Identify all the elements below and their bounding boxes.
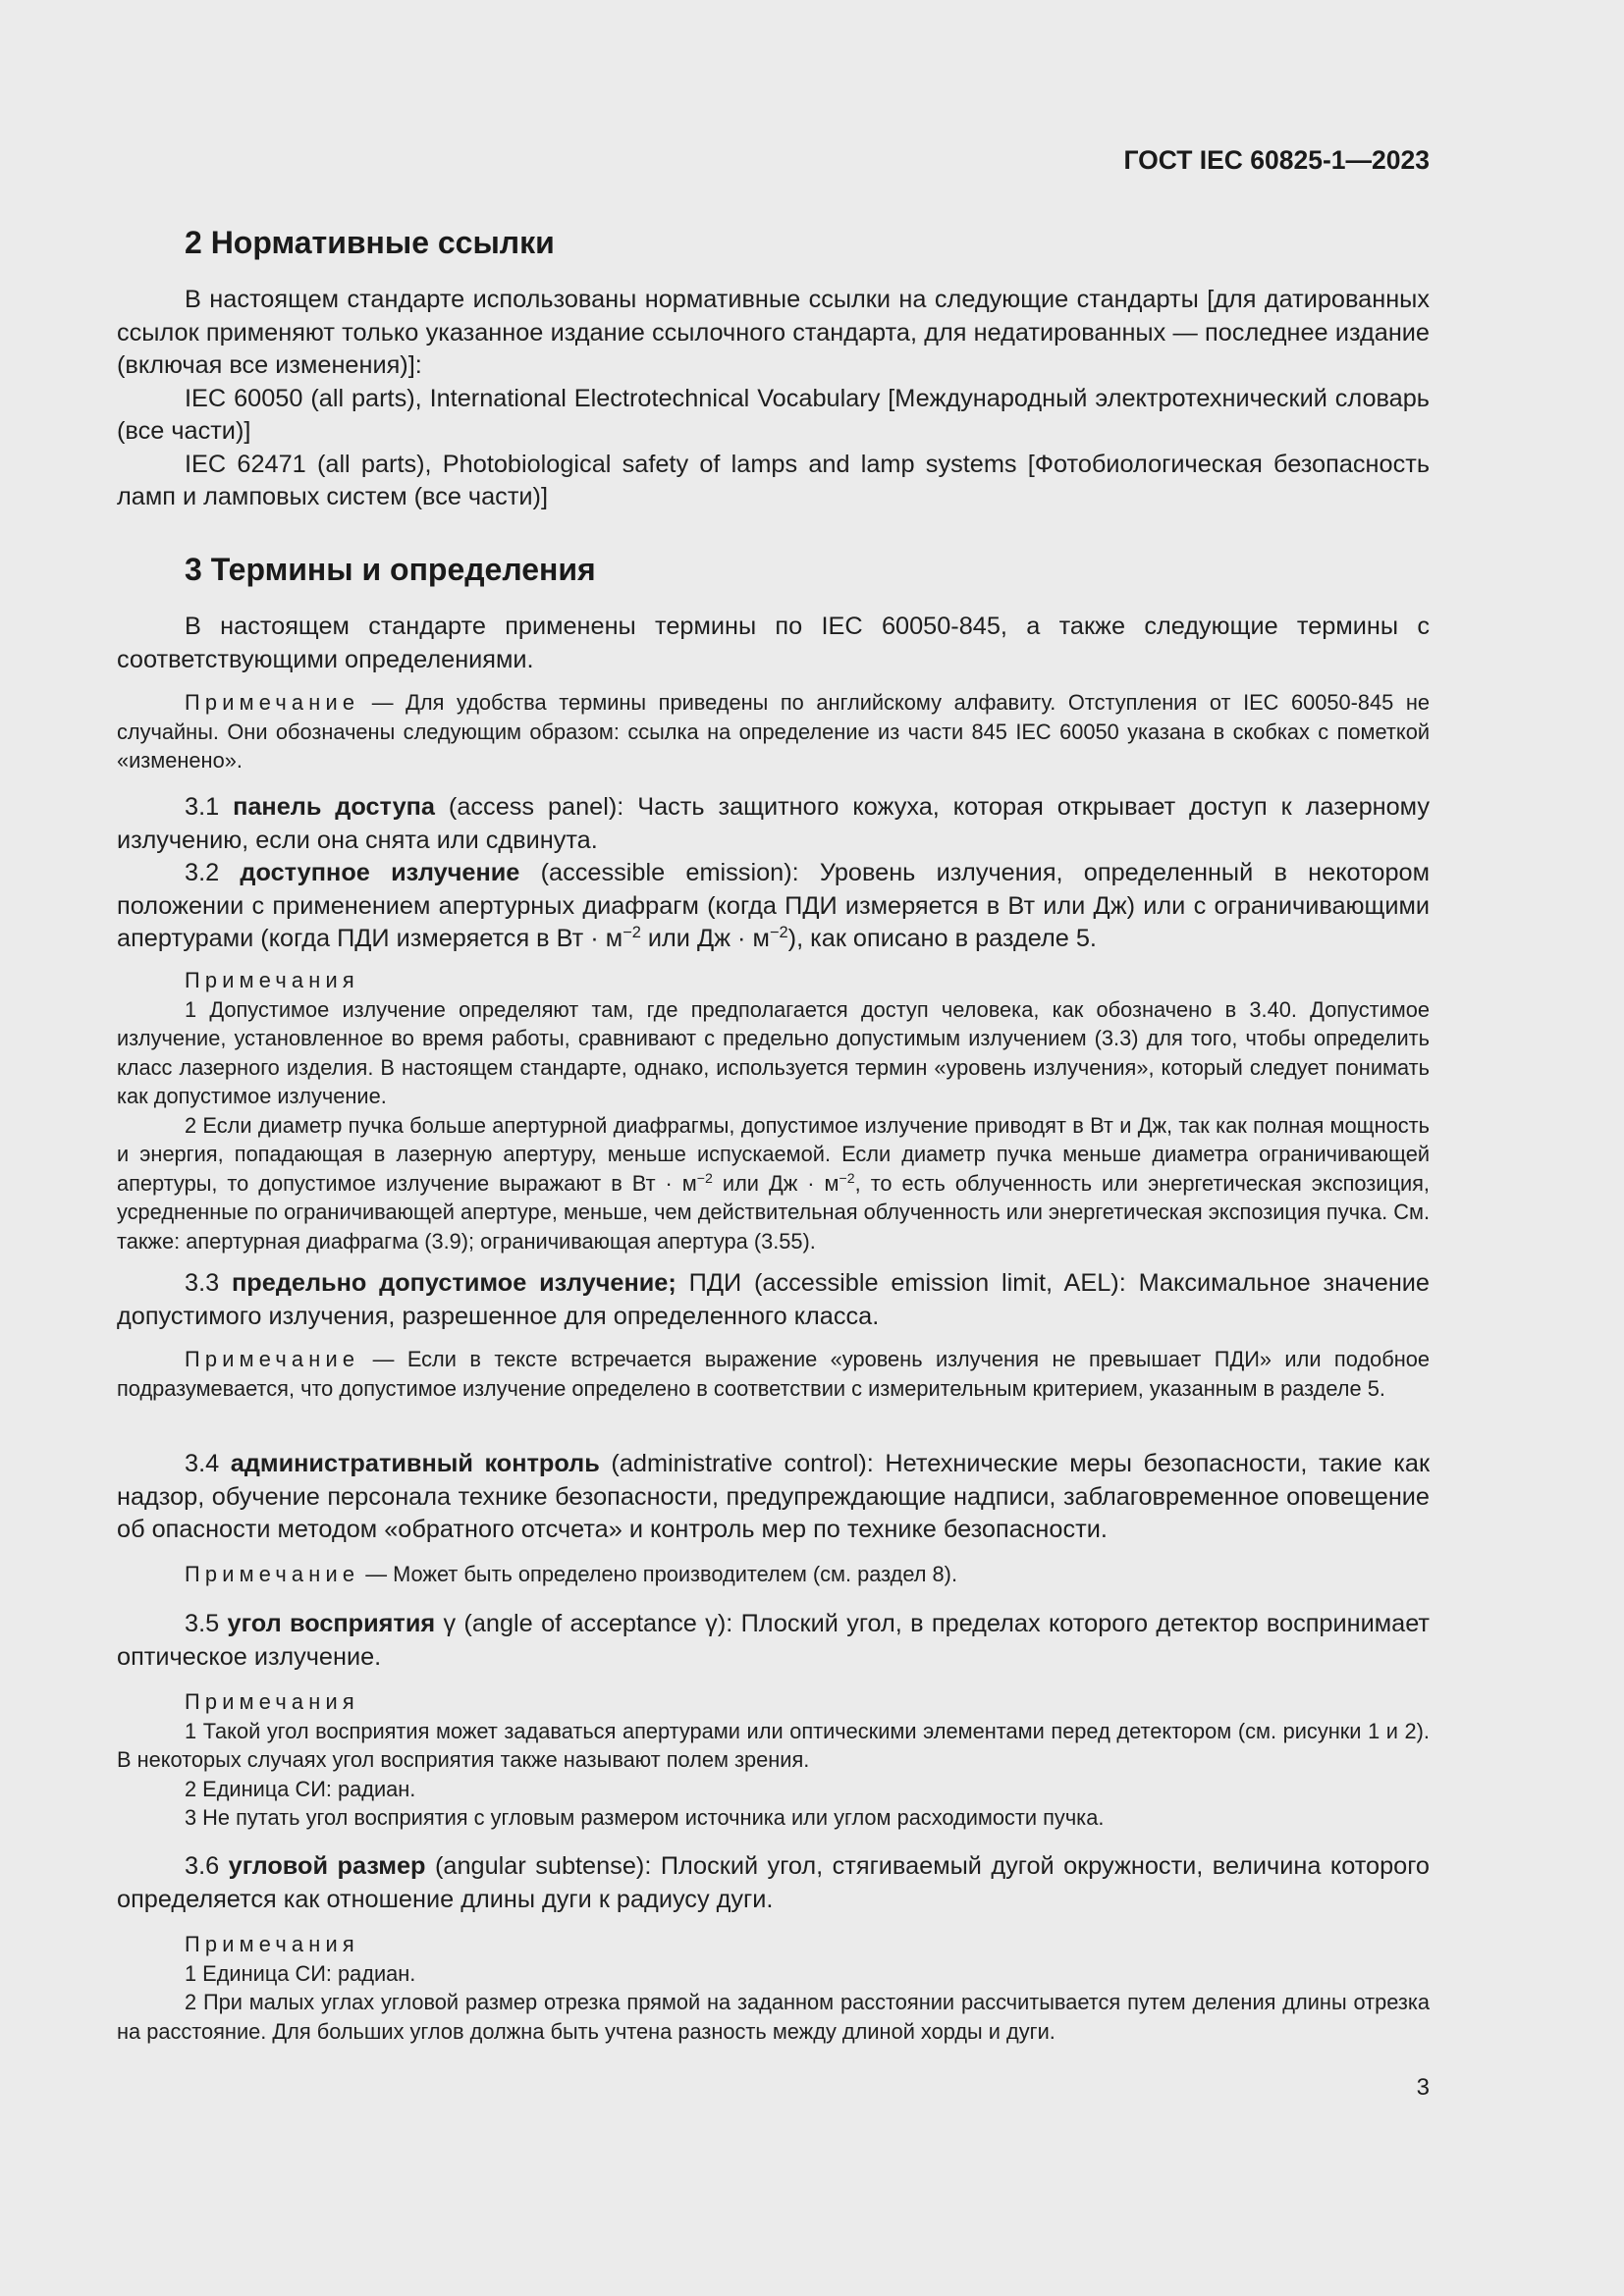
- term-3-6: [117, 1850, 1430, 1916]
- notes-label: Примечания: [185, 968, 359, 992]
- term-3-2-number: 3.2: [185, 859, 241, 886]
- term-3-2-note-1: 1 Допустимое излучение определяют там, где предполагается доступ человека, как обозначено в 3.40. Допустимое излучение, установленное во время работы, сравнивают с предельно допустимым излучением (3.3) для того, чтобы определить класс лазерного изделия. В настоящем стандарте, однако, используется термин «уровень излучения», который следует понимать как допустимое излучение.: [117, 996, 1430, 1108]
- note-label: Примечание: [185, 1562, 360, 1586]
- notes-label: Примечания: [185, 1689, 359, 1714]
- section-2-intro: В настоящем стандарте использованы нормативные ссылки на следующие стандарты [для датированных ссылок применяют только указанное издание ссылочного стандарта, для недатированных — последнее издание (включая все изменения)]:: [117, 286, 1430, 379]
- note-intro: [117, 688, 1430, 775]
- term-3-4-note-body: — Может быть определено производителем (см. раздел 8).: [359, 1562, 957, 1586]
- section-2-body: [117, 284, 1430, 514]
- term-3-2-note-2-a: 2 Если диаметр пучка больше апертурной диафрагмы, допустимое излучение приводят в Вт и Дж, так как полная мощность и энергия, попадающая в лазерную апертуру, меньше испускаемой. Если диаметр пучка меньше диаметра ограничивающей апертуры, то допустимое излучение выражают в Вт · м: [117, 1112, 1430, 1196]
- term-3-6-note-2: 2 При малых углах угловой размер отрезка прямой на заданном расстоянии рассчитывается путем деления длины отрезка на расстояние. Для больших углов должна быть учтена разность между длиной хорды и дуги.: [117, 1990, 1430, 2044]
- term-3-4-note-text: [117, 1560, 1430, 1589]
- term-3-5-note-3: 3 Не путать угол восприятия с угловым размером источника или углом расходимости пучка.: [185, 1805, 1105, 1830]
- note-label: Примечание: [185, 690, 360, 715]
- term-3-6-note-1: 1 Единица СИ: радиан.: [185, 1960, 416, 1986]
- term-3-1-definition: (access panel): Часть защитного кожуха, которая открывает доступ к лазерному излучению, если она снята или сдвинута.: [117, 793, 1430, 854]
- section-3-note: [117, 688, 1430, 775]
- term-3-2: [117, 857, 1430, 956]
- term-3-6-notes: [117, 1930, 1430, 2046]
- notes-label: Примечания: [185, 1932, 359, 1956]
- term-3-3-note-body: — Если в тексте встречается выражение «уровень излучения не превышает ПДИ» или подобное подразумевается, что допустимое излучение определено в соответствии с измерительным критерием, указанным в разделе 5.: [117, 1347, 1430, 1401]
- term-3-5-note-1: 1 Такой угол восприятия может задаваться апертурами или оптическими элементами перед детектором (см. рисунки 1 и 2). В некоторых случаях угол восприятия также называют полем зрения.: [117, 1718, 1430, 1772]
- term-3-2-note-2-b: или Дж · м: [712, 1170, 839, 1196]
- term-3-2-note-2-c: , то есть облученность или энергетическая экспозиция, усредненные по ограничивающей апертуре, меньше, чем действительная облученность или энергетическая экспозиция пучка. См. также: апертурная диафрагма (3.9); ограничивающая апертура (3.55).: [117, 1170, 1430, 1254]
- section-3-intro-block: [117, 611, 1430, 676]
- term-3-4: [117, 1448, 1430, 1547]
- term-3-4-number: 3.4: [185, 1450, 231, 1477]
- term-3-4-definition: (administrative control): Нетехнические меры безопасности, такие как надзор, обучение персонала технике безопасности, предупреждающие надписи, заблаговременное оповещение об опасности методом «обратного отсчета» и контроль мер по технике безопасности.: [117, 1450, 1431, 1543]
- term-3-2-definition-c: ), как описано в разделе 5.: [787, 925, 1097, 952]
- term-3-3: [117, 1267, 1430, 1333]
- document-code: ГОСТ IEC 60825-1—2023: [1123, 145, 1430, 175]
- term-3-2-note-2: [117, 1111, 1430, 1256]
- term-3-6-name: угловой размер: [228, 1852, 426, 1880]
- term-3-6-number: 3.6: [185, 1852, 229, 1880]
- exponent: −2: [839, 1170, 855, 1187]
- term-3-2-name: доступное излучение: [240, 859, 520, 886]
- term-3-5-note-2: 2 Единица СИ: радиан.: [185, 1776, 416, 1801]
- term-3-3-note: [117, 1345, 1430, 1403]
- section-3-intro: В настоящем стандарте применены термины по IEC 60050-845, а также следующие термины с соответствующими определениями.: [117, 613, 1430, 673]
- term-3-1-number: 3.1: [185, 793, 234, 821]
- term-3-5-notes: [117, 1687, 1430, 1833]
- term-3-5-block: [117, 1608, 1430, 1674]
- section-2-title: 2 Нормативные ссылки: [185, 225, 555, 260]
- terms-3-1-3-2: [117, 791, 1430, 956]
- normative-ref-iec-62471: IEC 62471 (all parts), Photobiological safety of lamps and lamp systems [Фотобиологическая безопасность ламп и ламповых систем (все части)]: [117, 450, 1430, 510]
- normative-ref-iec-60050: IEC 60050 (all parts), International Electrotechnical Vocabulary [Международный электротехнический словарь (все части)]: [117, 384, 1430, 445]
- exponent: −2: [623, 923, 641, 941]
- term-3-3-number: 3.3: [185, 1269, 233, 1297]
- term-3-6-definition: (angular subtense): Плоский угол, стягиваемый дугой окружности, величина которого определяется как отношение длины дуги к радиусу дуги.: [117, 1852, 1430, 1913]
- note-label: Примечание: [185, 1347, 360, 1371]
- term-3-3-name: предельно допустимое излучение;: [232, 1269, 677, 1297]
- exponent: −2: [769, 923, 788, 941]
- section-3-title: 3 Термины и определения: [185, 552, 596, 587]
- page-number: 3: [1416, 2074, 1430, 2101]
- exponent: −2: [696, 1170, 713, 1187]
- term-3-3-block: [117, 1267, 1430, 1333]
- term-3-3-definition: ПДИ (accessible emission limit, AEL): Максимальное значение допустимого излучения, разрешенное для определенного класса.: [117, 1269, 1430, 1330]
- term-3-4-note: [117, 1560, 1430, 1589]
- term-3-1-name: панель доступа: [233, 793, 435, 821]
- term-3-5-name: угол восприятия: [227, 1610, 436, 1637]
- term-3-2-definition-a: (accessible emission): Уровень излучения, определенный в некотором положении с применением апертурных диафрагм (когда ПДИ измеряется в Вт или Дж) или с ограничивающими апертурами (когда ПДИ измеряется в Вт · м: [117, 859, 1430, 952]
- term-3-5-number: 3.5: [185, 1610, 228, 1637]
- term-3-6-block: [117, 1850, 1430, 1916]
- term-3-4-block: [117, 1448, 1430, 1547]
- term-3-3-note-text: [117, 1345, 1430, 1403]
- term-3-2-notes: [117, 966, 1430, 1255]
- term-3-4-name: административный контроль: [230, 1450, 600, 1477]
- term-3-1: [117, 791, 1430, 857]
- term-3-5: [117, 1608, 1430, 1674]
- term-3-5-definition: γ (angle of acceptance γ): Плоский угол, в пределах которого детектор воспринимает оптическое излучение.: [117, 1610, 1431, 1671]
- term-3-2-definition-b: или Дж · м: [640, 925, 770, 952]
- note-intro-text: — Для удобства термины приведены по английскому алфавиту. Отступления от IEC 60050-845 не случайны. Они обозначены следующим образом: ссылка на определение из части 845 IEC 60050 указана в скобках с пометкой «изменено».: [117, 690, 1430, 773]
